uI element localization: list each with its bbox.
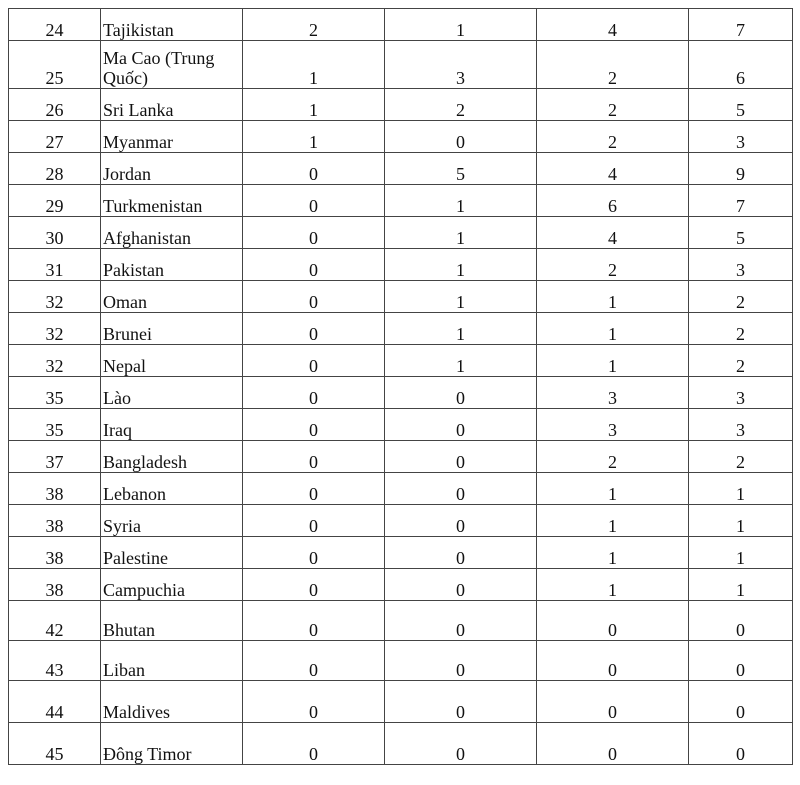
gold-count: 0 [243, 281, 385, 313]
rank-cell: 45 [9, 723, 101, 765]
silver-count: 0 [385, 377, 537, 409]
gold-count: 0 [243, 313, 385, 345]
gold-count: 0 [243, 249, 385, 281]
bronze-count: 1 [537, 505, 689, 537]
country-name: Sri Lanka [101, 89, 243, 121]
country-name: Syria [101, 505, 243, 537]
rank-cell: 32 [9, 345, 101, 377]
silver-count: 1 [385, 9, 537, 41]
rank-cell: 28 [9, 153, 101, 185]
total-count: 3 [689, 377, 793, 409]
country-name: Jordan [101, 153, 243, 185]
rank-cell: 35 [9, 409, 101, 441]
gold-count: 1 [243, 89, 385, 121]
country-name: Campuchia [101, 569, 243, 601]
silver-count: 1 [385, 185, 537, 217]
table-row [9, 505, 793, 537]
bronze-count: 4 [537, 153, 689, 185]
silver-count: 0 [385, 441, 537, 473]
total-count: 1 [689, 569, 793, 601]
country-name: Oman [101, 281, 243, 313]
rank-cell: 38 [9, 505, 101, 537]
total-count: 2 [689, 281, 793, 313]
rank-cell: 29 [9, 185, 101, 217]
rank-cell: 43 [9, 641, 101, 681]
gold-count: 0 [243, 217, 385, 249]
silver-count: 1 [385, 345, 537, 377]
gold-count: 0 [243, 377, 385, 409]
country-name: Palestine [101, 537, 243, 569]
bronze-count: 0 [537, 723, 689, 765]
rank-cell: 26 [9, 89, 101, 121]
country-name: Bangladesh [101, 441, 243, 473]
gold-count: 0 [243, 473, 385, 505]
silver-count: 2 [385, 89, 537, 121]
silver-count: 1 [385, 313, 537, 345]
total-count: 2 [689, 441, 793, 473]
silver-count: 0 [385, 473, 537, 505]
rank-cell: 32 [9, 281, 101, 313]
country-name: Bhutan [101, 601, 243, 641]
rank-cell: 37 [9, 441, 101, 473]
table-row [9, 217, 793, 249]
bronze-count: 3 [537, 409, 689, 441]
gold-count: 0 [243, 601, 385, 641]
country-name: Pakistan [101, 249, 243, 281]
table-row [9, 185, 793, 217]
gold-count: 1 [243, 121, 385, 153]
table-row [9, 473, 793, 505]
silver-count: 0 [385, 723, 537, 765]
total-count: 7 [689, 185, 793, 217]
table-row [9, 441, 793, 473]
table-row [9, 121, 793, 153]
rank-cell: 35 [9, 377, 101, 409]
bronze-count: 0 [537, 601, 689, 641]
rank-cell: 27 [9, 121, 101, 153]
bronze-count: 6 [537, 185, 689, 217]
rank-cell: 38 [9, 537, 101, 569]
gold-count: 1 [243, 41, 385, 89]
silver-count: 0 [385, 601, 537, 641]
country-name: Lebanon [101, 473, 243, 505]
rank-cell: 25 [9, 41, 101, 89]
silver-count: 1 [385, 281, 537, 313]
country-name: Nepal [101, 345, 243, 377]
country-name: Afghanistan [101, 217, 243, 249]
country-name: Myanmar [101, 121, 243, 153]
total-count: 3 [689, 249, 793, 281]
rank-cell: 32 [9, 313, 101, 345]
silver-count: 5 [385, 153, 537, 185]
medal-table [8, 8, 793, 765]
rank-cell: 30 [9, 217, 101, 249]
gold-count: 0 [243, 505, 385, 537]
bronze-count: 2 [537, 441, 689, 473]
gold-count: 0 [243, 153, 385, 185]
rank-cell: 44 [9, 681, 101, 723]
table-row [9, 723, 793, 765]
table-row [9, 313, 793, 345]
country-name: Maldives [101, 681, 243, 723]
bronze-count: 1 [537, 313, 689, 345]
country-name: Turkmenistan [101, 185, 243, 217]
table-row [9, 377, 793, 409]
total-count: 5 [689, 89, 793, 121]
gold-count: 0 [243, 185, 385, 217]
country-name: Tajikistan [101, 9, 243, 41]
silver-count: 0 [385, 681, 537, 723]
silver-count: 0 [385, 505, 537, 537]
bronze-count: 2 [537, 89, 689, 121]
bronze-count: 2 [537, 249, 689, 281]
total-count: 5 [689, 217, 793, 249]
bronze-count: 1 [537, 473, 689, 505]
total-count: 3 [689, 121, 793, 153]
bronze-count: 0 [537, 681, 689, 723]
table-row [9, 641, 793, 681]
country-name: Ma Cao (Trung Quốc) [101, 41, 243, 89]
total-count: 1 [689, 537, 793, 569]
rank-cell: 24 [9, 9, 101, 41]
table-row [9, 601, 793, 641]
table-row [9, 537, 793, 569]
silver-count: 0 [385, 537, 537, 569]
table-row [9, 249, 793, 281]
bronze-count: 4 [537, 217, 689, 249]
country-name: Lào [101, 377, 243, 409]
bronze-count: 2 [537, 121, 689, 153]
total-count: 0 [689, 681, 793, 723]
total-count: 1 [689, 505, 793, 537]
gold-count: 0 [243, 569, 385, 601]
gold-count: 0 [243, 345, 385, 377]
silver-count: 0 [385, 121, 537, 153]
table-row [9, 409, 793, 441]
gold-count: 0 [243, 723, 385, 765]
silver-count: 1 [385, 217, 537, 249]
table-row [9, 281, 793, 313]
table-row [9, 9, 793, 41]
bronze-count: 1 [537, 569, 689, 601]
country-name: Liban [101, 641, 243, 681]
total-count: 0 [689, 601, 793, 641]
rank-cell: 38 [9, 569, 101, 601]
bronze-count: 3 [537, 377, 689, 409]
country-name: Brunei [101, 313, 243, 345]
country-name: Iraq [101, 409, 243, 441]
table-row [9, 681, 793, 723]
table-row [9, 345, 793, 377]
gold-count: 0 [243, 537, 385, 569]
bronze-count: 1 [537, 537, 689, 569]
bronze-count: 0 [537, 641, 689, 681]
total-count: 7 [689, 9, 793, 41]
table-row [9, 569, 793, 601]
gold-count: 0 [243, 441, 385, 473]
bronze-count: 1 [537, 345, 689, 377]
silver-count: 0 [385, 569, 537, 601]
silver-count: 0 [385, 409, 537, 441]
total-count: 0 [689, 723, 793, 765]
gold-count: 0 [243, 641, 385, 681]
total-count: 9 [689, 153, 793, 185]
total-count: 6 [689, 41, 793, 89]
gold-count: 2 [243, 9, 385, 41]
rank-cell: 42 [9, 601, 101, 641]
silver-count: 3 [385, 41, 537, 89]
silver-count: 0 [385, 641, 537, 681]
gold-count: 0 [243, 681, 385, 723]
total-count: 1 [689, 473, 793, 505]
country-name: Đông Timor [101, 723, 243, 765]
total-count: 3 [689, 409, 793, 441]
total-count: 0 [689, 641, 793, 681]
gold-count: 0 [243, 409, 385, 441]
total-count: 2 [689, 313, 793, 345]
bronze-count: 2 [537, 41, 689, 89]
table-row [9, 153, 793, 185]
rank-cell: 31 [9, 249, 101, 281]
table-row [9, 89, 793, 121]
total-count: 2 [689, 345, 793, 377]
table-row [9, 41, 793, 89]
bronze-count: 4 [537, 9, 689, 41]
medal-table-body [9, 9, 793, 765]
rank-cell: 38 [9, 473, 101, 505]
bronze-count: 1 [537, 281, 689, 313]
silver-count: 1 [385, 249, 537, 281]
